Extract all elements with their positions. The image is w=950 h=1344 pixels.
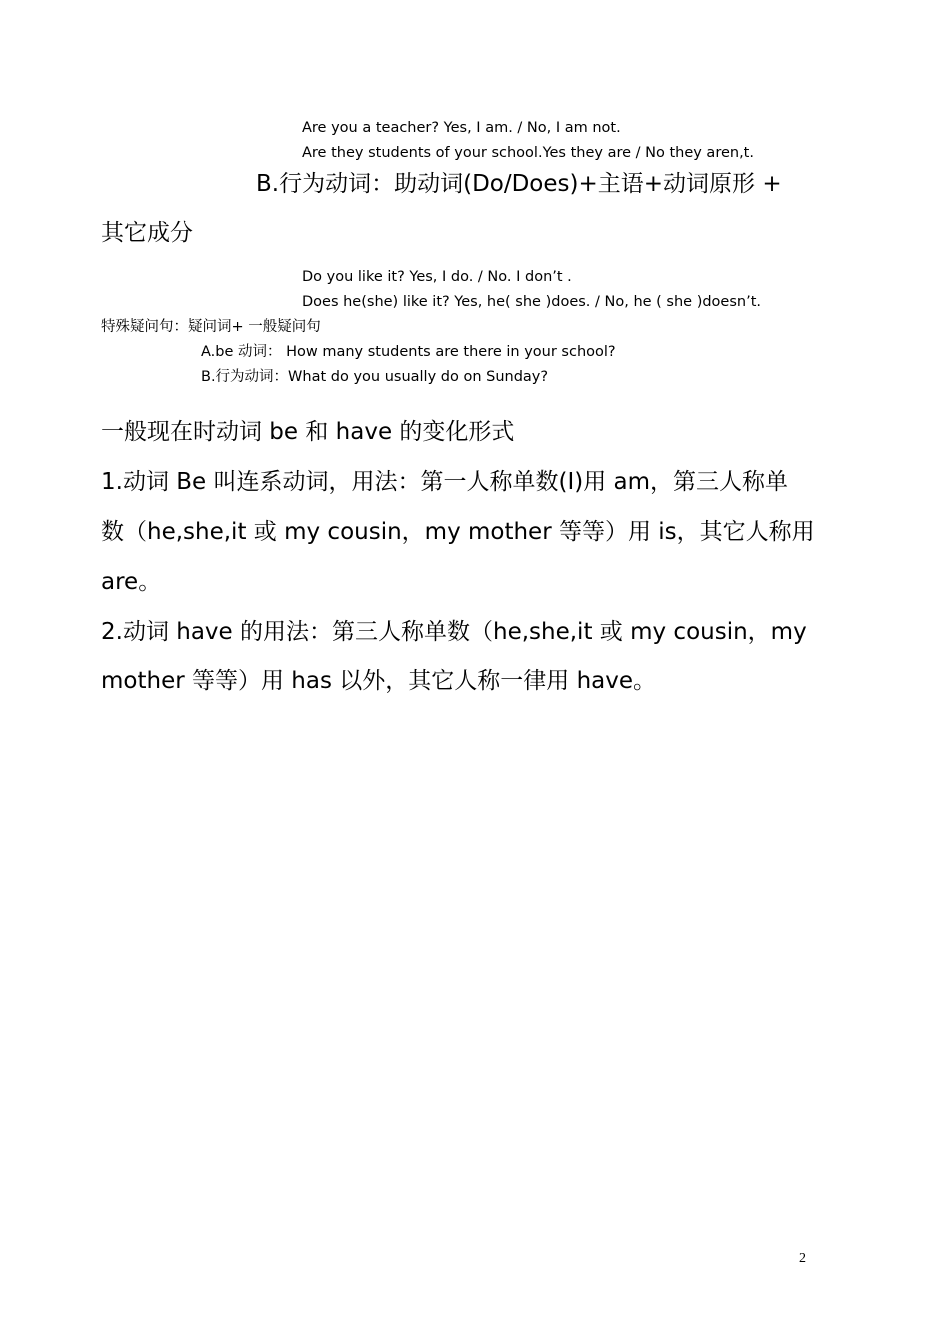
be-example-2: Are they students of your school.Yes they are / No they aren,t. <box>302 145 754 161</box>
rule-1-line-1: 1.动词 Be 叫连系动词，用法：第一人称单数(I)用 am，第三人称单 <box>101 469 789 495</box>
do-example-2: Does he(she) like it? Yes, he( she )does. / No, he ( she )doesn’t. <box>302 294 762 310</box>
special-question-label: 特殊疑问句：疑问词+ 一般疑问句 <box>101 319 321 335</box>
rule-1-line-3: are。 <box>101 569 162 595</box>
rule-2-line-1: 2.动词 have 的用法：第三人称单数（he,she,it 或 my cousin，my <box>101 619 807 645</box>
do-example-1: Do you like it? Yes, I do. / No. I don’t . <box>302 269 572 285</box>
special-question-b: B.行为动词：What do you usually do on Sunday? <box>201 369 549 385</box>
be-example-1: Are you a teacher? Yes, I am. / No, I am not. <box>302 120 621 136</box>
action-verb-heading-continued: 其它成分 <box>101 220 193 246</box>
rule-1-line-2: 数（he,she,it 或 my cousin，my mother 等等）用 is，其它人称用 <box>101 519 815 545</box>
action-verb-heading: B.行为动词：助动词(Do/Does)+主语+动词原形 + <box>256 171 782 197</box>
page-number: 2 <box>799 1251 806 1266</box>
rule-2-line-2: mother 等等）用 has 以外，其它人称一律用 have。 <box>101 668 657 694</box>
section-title: 一般现在时动词 be 和 have 的变化形式 <box>101 419 515 445</box>
special-question-a: A.be 动词： How many students are there in your school? <box>201 344 616 360</box>
